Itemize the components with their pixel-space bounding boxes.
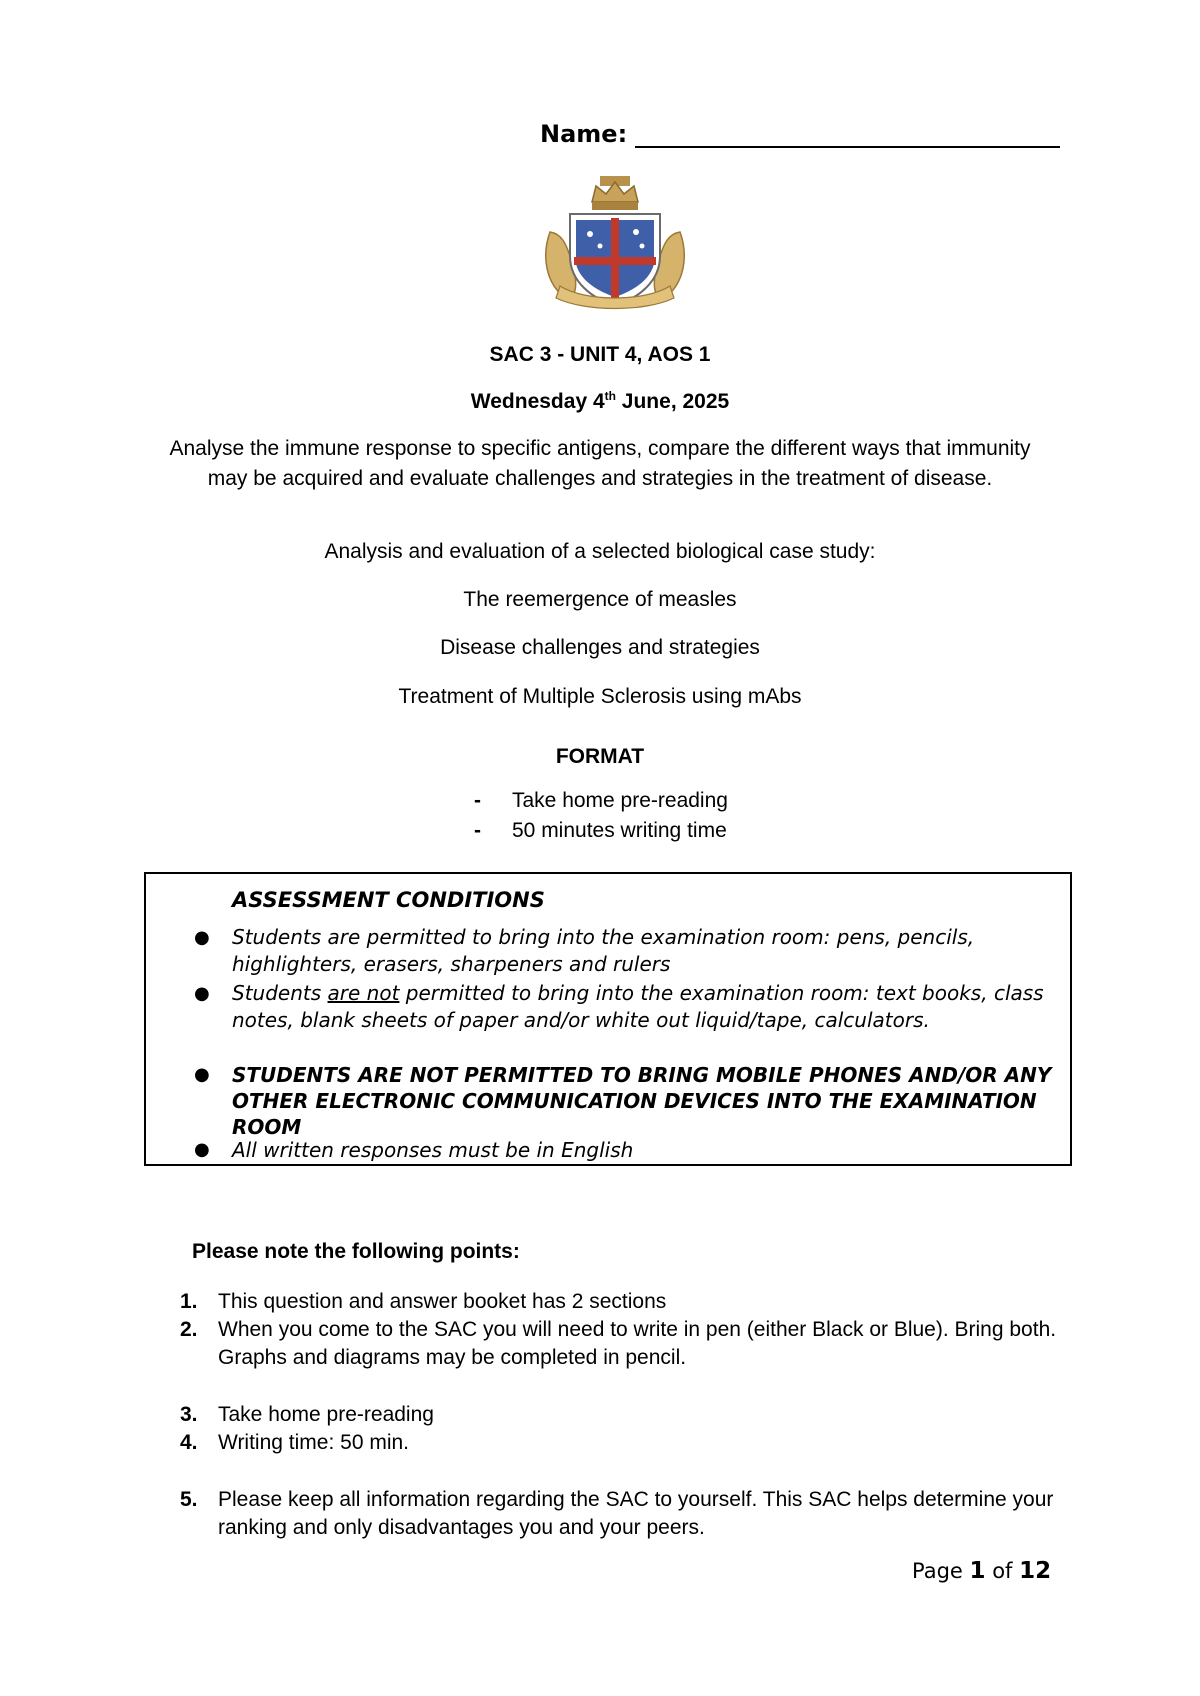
item-number: 2. [180,1318,198,1341]
outcome-description: Analyse the immune response to specific antigens, compare the different ways that immunity may be acquired and evaluate challenges and strategies in the treatment of disease. [169,437,1031,490]
sac-date [130,387,1070,417]
page-footer [912,1558,1051,1584]
item-text: Take home pre-reading [218,1403,434,1426]
item-number: 5. [180,1488,198,1511]
format-item [474,816,728,846]
date-suffix: June, 2025 [615,390,730,413]
condition-item [194,1062,1052,1140]
bullet-icon: ● [194,927,210,948]
date-prefix: Wednesday 4 [470,390,605,413]
dash-bullet-icon: - [474,819,481,842]
condition-text: STUDENTS ARE NOT PERMITTED TO BRING MOBILE PHONES AND/OR ANY OTHER ELECTRONIC COMMUNICATION DEVICES INTO THE EXAMINATION ROOM [232,1063,1052,1139]
format-item-text: Take home pre-reading [512,789,728,812]
item-number: 4. [180,1431,198,1454]
list-item [180,1486,1068,1542]
list-item [180,1429,1068,1457]
item-text: Please keep all information regarding the SAC to yourself. This SAC helps determine your ranking and only disadvantages you and your peers. [218,1488,1054,1539]
topic-multiple-sclerosis: Treatment of Multiple Sclerosis using mAbs [398,685,802,708]
item-number: 1. [180,1290,198,1313]
item-number: 3. [180,1403,198,1426]
condition-text: permitted to bring into the examination room: text books, class notes, blank sheets of paper and/or white out liquid/tape, calculators. [232,981,1044,1032]
list-item [180,1401,1068,1429]
format-item-text: 50 minutes writing time [512,819,727,842]
name-blank-line[interactable] [635,124,1060,148]
list-item [180,1288,1068,1316]
current-page-number: 1 [969,1558,986,1584]
bullet-icon: ● [194,1064,210,1085]
condition-item [194,1138,1052,1162]
dash-bullet-icon: - [474,789,481,812]
condition-text: Students [232,981,328,1005]
format-list [474,786,728,846]
item-text: When you come to the SAC you will need to write in pen (either Black or Blue). Bring both. Graphs and diagrams may be completed in pencil. [218,1318,1057,1369]
name-field [540,120,1060,148]
format-item [474,786,728,816]
condition-item [194,980,1052,1034]
item-text: Writing time: 50 min. [218,1431,409,1454]
bullet-icon: ● [194,983,210,1004]
of-word: of [985,1559,1020,1583]
conditions-heading: ASSESSMENT CONDITIONS [232,888,545,912]
bullet-icon: ● [194,1139,210,1160]
case-study-intro: Analysis and evaluation of a selected biological case study: [324,540,876,563]
date-superscript: th [604,389,616,403]
total-page-number: 12 [1019,1558,1052,1584]
item-text: This question and answer booket has 2 sections [218,1290,667,1313]
list-item [180,1316,1068,1372]
condition-text: All written responses must be in English [232,1138,634,1162]
page-word: Page [912,1559,970,1583]
topic-disease-challenges: Disease challenges and strategies [440,636,760,659]
assessment-conditions-box [144,872,1072,1166]
school-crest-logo [540,174,690,312]
topic-measles: The reemergence of measles [463,588,737,611]
condition-emphasis: are not [327,981,400,1005]
points-heading: Please note the following points: [192,1240,520,1263]
name-label: Name: [540,120,628,148]
format-heading: FORMAT [555,745,645,768]
sac-title: SAC 3 - UNIT 4, AOS 1 [489,343,711,366]
condition-text: Students are permitted to bring into the examination room: pens, pencils, highlighters, erasers, sharpeners and rulers [232,925,975,976]
condition-item [194,924,1052,978]
